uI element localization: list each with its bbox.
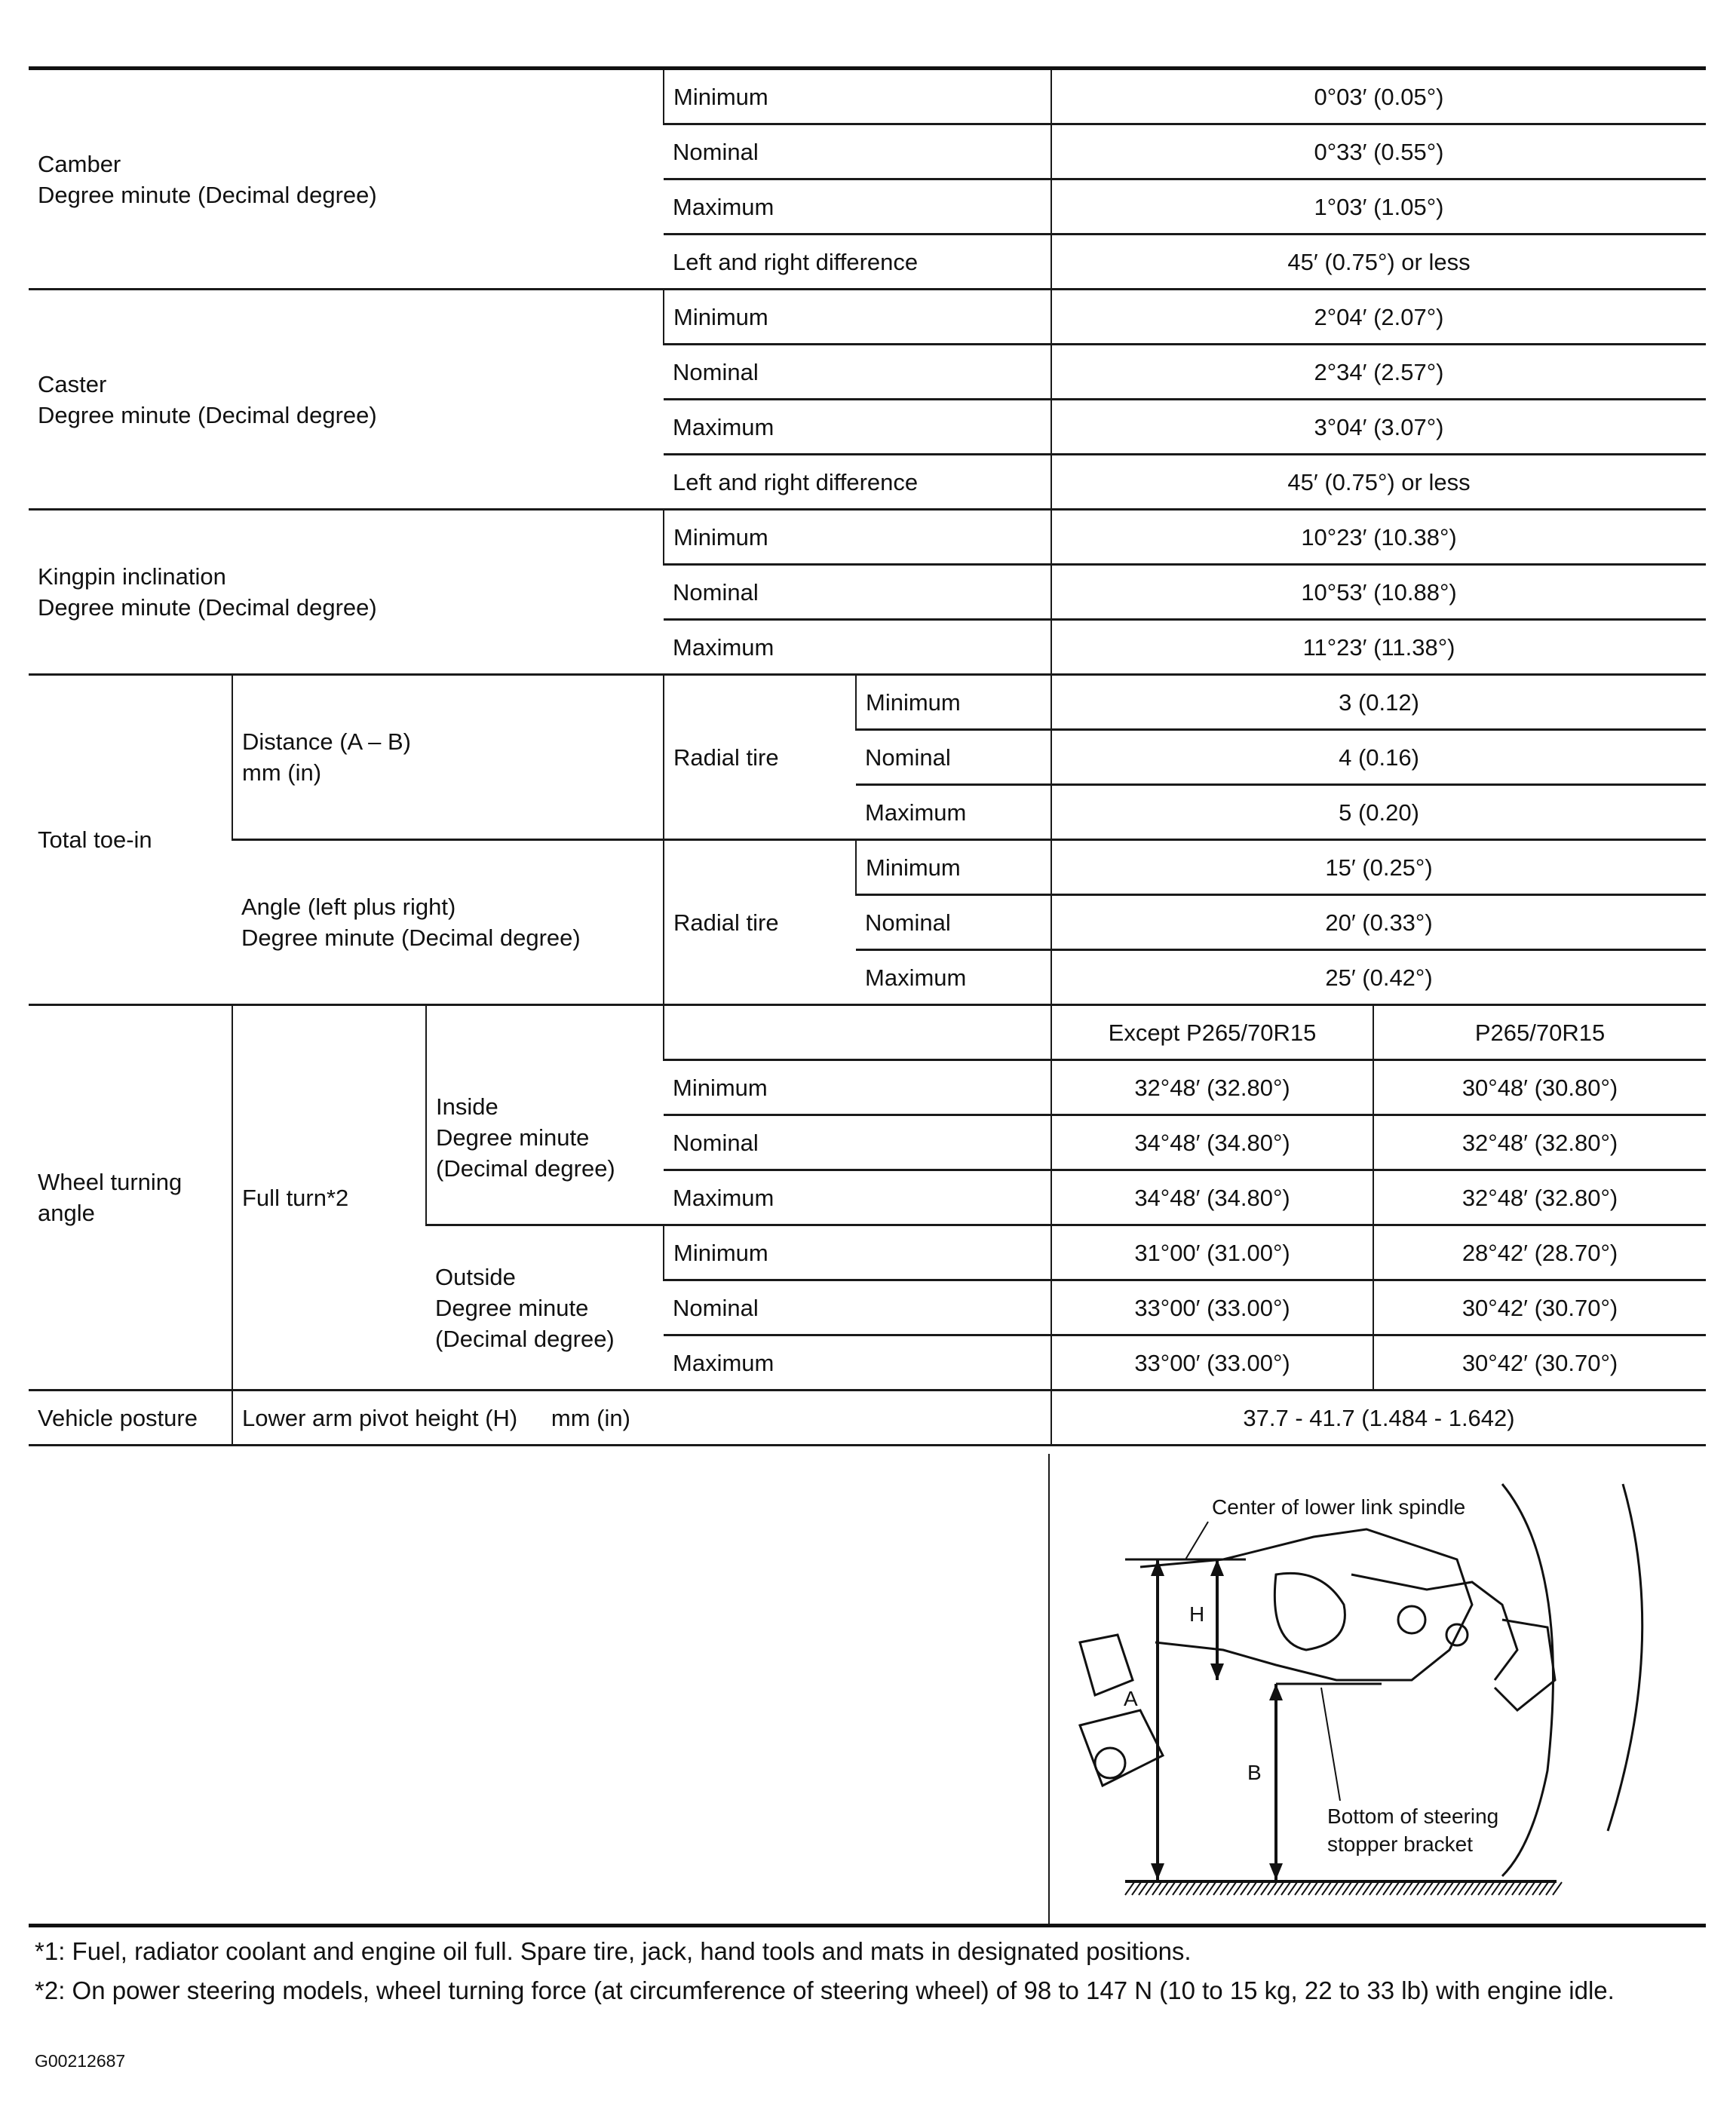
outside-min-label: Minimum — [664, 1225, 1051, 1280]
posture-desc: Lower arm pivot height (H) — [242, 1404, 518, 1431]
inside-min-v1: 32°48′ (32.80°) — [1051, 1060, 1373, 1115]
posture-desc-cell — [232, 1391, 1051, 1446]
outside-nom-v2: 30°42′ (30.70°) — [1373, 1280, 1706, 1335]
inside-nom-v2: 32°48′ (32.80°) — [1373, 1115, 1706, 1170]
inside-min-label: Minimum — [664, 1060, 1051, 1115]
toe-angle-min-value: 15′ (0.25°) — [1051, 840, 1706, 895]
caster-diff-value: 45′ (0.75°) or less — [1051, 455, 1706, 510]
tire-arc — [1502, 1484, 1554, 1876]
label-h: H — [1189, 1602, 1205, 1626]
kingpin-min-value: 10°23′ (10.38°) — [1051, 510, 1706, 565]
camber-diff-label: Left and right difference — [664, 235, 1051, 290]
camber-min-label: Minimum — [664, 69, 1051, 124]
outside-max-label: Maximum — [664, 1335, 1051, 1391]
footnote-1: *1: Fuel, radiator coolant and engine oil full. Spare tire, jack, hand tools and mats in designated positions. — [35, 1937, 1192, 1965]
caster-nom-label: Nominal — [664, 345, 1051, 400]
header-blank — [664, 1005, 1051, 1060]
toe-distance-nom-label: Nominal — [856, 730, 1051, 785]
camber-nom-value: 0°33′ (0.55°) — [1051, 124, 1706, 179]
label-b: B — [1247, 1761, 1262, 1784]
wheel-turning-label: Wheel turning angle — [29, 1005, 232, 1391]
toe-distance-nom-value: 4 (0.16) — [1051, 730, 1706, 785]
bolt-circle — [1398, 1606, 1425, 1633]
inside-label: Inside Degree minute (Decimal degree) — [426, 1005, 664, 1225]
camber-max-label: Maximum — [664, 179, 1051, 235]
toe-distance-label: Distance (A – B) mm (in) — [232, 675, 664, 840]
col-header-p265: P265/70R15 — [1373, 1005, 1706, 1060]
tire-outer-arc — [1608, 1484, 1642, 1831]
dimension-b-arrow-top — [1269, 1684, 1283, 1700]
posture-label: Vehicle posture — [29, 1391, 232, 1446]
hub-sketch — [1495, 1620, 1555, 1710]
arm-cutout — [1274, 1573, 1345, 1650]
inside-max-v2: 32°48′ (32.80°) — [1373, 1170, 1706, 1225]
table-bottom-rule — [29, 1924, 1706, 1927]
toe-angle-nom-value: 20′ (0.33°) — [1051, 895, 1706, 950]
caster-max-value: 3°04′ (3.07°) — [1051, 400, 1706, 455]
footnote-2: *2: On power steering models, wheel turning force (at circumference of steering wheel) of 98 to 147 N (10 to 15 kg, 22 to 33 lb) with engine idle. — [35, 1976, 1615, 2004]
kingpin-label: Kingpin inclination Degree minute (Decimal degree) — [29, 510, 664, 675]
toe-in-label: Total toe-in — [29, 675, 232, 1005]
camber-diff-value: 45′ (0.75°) or less — [1051, 235, 1706, 290]
kingpin-min-label: Minimum — [664, 510, 1051, 565]
toe-angle-max-label: Maximum — [856, 950, 1051, 1005]
document-id: G00212687 — [35, 2051, 126, 2071]
caster-min-label: Minimum — [664, 290, 1051, 345]
toe-distance-min-value: 3 (0.12) — [1051, 675, 1706, 730]
posture-unit: mm (in) — [551, 1404, 630, 1431]
caster-nom-value: 2°34′ (2.57°) — [1051, 345, 1706, 400]
inside-nom-label: Nominal — [664, 1115, 1051, 1170]
inside-max-label: Maximum — [664, 1170, 1051, 1225]
posture-value: 37.7 - 41.7 (1.484 - 1.642) — [1051, 1391, 1706, 1446]
alignment-spec-table — [29, 66, 1706, 1446]
kingpin-max-label: Maximum — [664, 620, 1051, 675]
knuckle-sketch — [1351, 1575, 1517, 1680]
camber-min-value: 0°03′ (0.05°) — [1051, 69, 1706, 124]
toe-angle-label: Angle (left plus right) Degree minute (Decimal degree) — [232, 840, 664, 1005]
ground-hatch — [1125, 1882, 1562, 1895]
dimension-b-arrow-bottom — [1269, 1863, 1283, 1880]
leader-spindle — [1185, 1522, 1208, 1559]
suspension-diagram — [1050, 1454, 1707, 1924]
outside-min-v1: 31°00′ (31.00°) — [1051, 1225, 1373, 1280]
label-spindle: Center of lower link spindle — [1212, 1495, 1466, 1519]
inside-min-v2: 30°48′ (30.80°) — [1373, 1060, 1706, 1115]
toe-distance-tire: Radial tire — [664, 675, 856, 840]
outside-nom-v1: 33°00′ (33.00°) — [1051, 1280, 1373, 1335]
dimension-a-arrow-top — [1151, 1559, 1164, 1576]
dimension-h-arrow-bottom — [1210, 1663, 1224, 1680]
dimension-a-arrow-bottom — [1151, 1863, 1164, 1880]
tie-rod-end — [1095, 1748, 1125, 1778]
leader-stopper — [1321, 1688, 1340, 1801]
caster-label: Caster Degree minute (Decimal degree) — [29, 290, 664, 510]
toe-angle-nom-label: Nominal — [856, 895, 1051, 950]
kingpin-nom-label: Nominal — [664, 565, 1051, 620]
full-turn-label: Full turn*2 — [232, 1005, 426, 1391]
lower-arm-figure — [1048, 1454, 1707, 1924]
inside-nom-v1: 34°48′ (34.80°) — [1051, 1115, 1373, 1170]
toe-distance-min-label: Minimum — [856, 675, 1051, 730]
kingpin-nom-value: 10°53′ (10.88°) — [1051, 565, 1706, 620]
camber-max-value: 1°03′ (1.05°) — [1051, 179, 1706, 235]
outside-max-v1: 33°00′ (33.00°) — [1051, 1335, 1373, 1391]
outside-min-v2: 28°42′ (28.70°) — [1373, 1225, 1706, 1280]
toe-distance-max-value: 5 (0.20) — [1051, 785, 1706, 840]
col-header-except: Except P265/70R15 — [1051, 1005, 1373, 1060]
toe-angle-tire: Radial tire — [664, 840, 856, 1005]
caster-diff-label: Left and right difference — [664, 455, 1051, 510]
kingpin-max-value: 11°23′ (11.38°) — [1051, 620, 1706, 675]
outside-max-v2: 30°42′ (30.70°) — [1373, 1335, 1706, 1391]
outside-nom-label: Nominal — [664, 1280, 1051, 1335]
label-stopper-1: Bottom of steering — [1327, 1805, 1499, 1828]
toe-angle-max-value: 25′ (0.42°) — [1051, 950, 1706, 1005]
caster-min-value: 2°04′ (2.07°) — [1051, 290, 1706, 345]
toe-distance-max-label: Maximum — [856, 785, 1051, 840]
label-stopper-2: stopper bracket — [1327, 1832, 1473, 1856]
dimension-h-arrow-top — [1210, 1559, 1224, 1576]
caster-max-label: Maximum — [664, 400, 1051, 455]
inside-max-v1: 34°48′ (34.80°) — [1051, 1170, 1373, 1225]
outside-label: Outside Degree minute (Decimal degree) — [426, 1225, 664, 1391]
toe-angle-min-label: Minimum — [856, 840, 1051, 895]
camber-nom-label: Nominal — [664, 124, 1051, 179]
frame-sketch — [1080, 1635, 1133, 1695]
label-a: A — [1124, 1687, 1138, 1710]
camber-label: Camber Degree minute (Decimal degree) — [29, 69, 664, 290]
